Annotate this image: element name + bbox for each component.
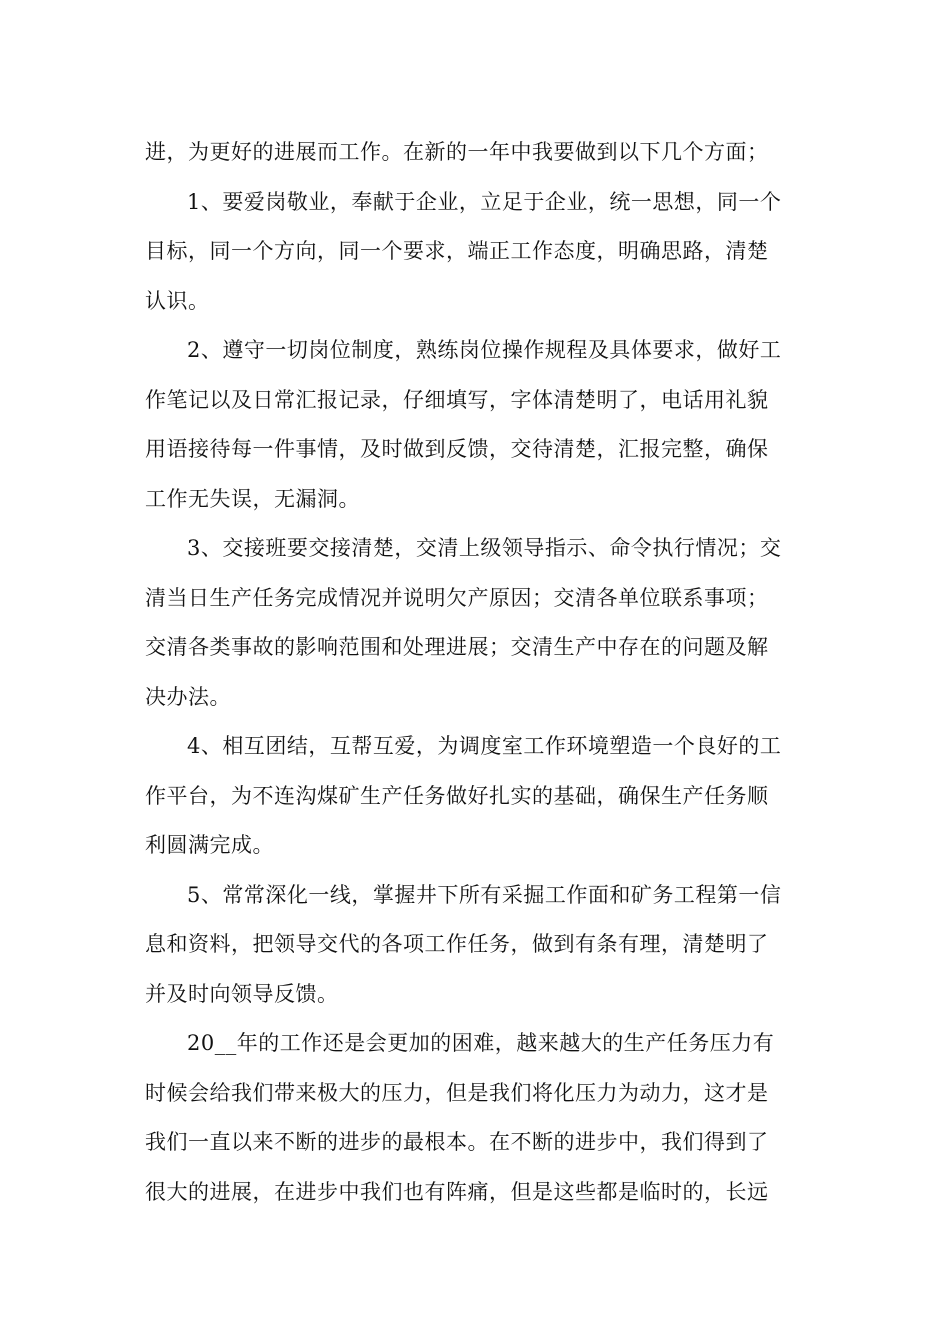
text-line: 并及时向领导反馈。 <box>145 981 339 1006</box>
text-line: 交清各类事故的影响范围和处理进展；交清生产中存在的问题及解 <box>145 635 769 659</box>
text-line: 1、要爱岗敬业，奉献于企业，立足于企业，统一思想，同一个 <box>187 189 782 214</box>
text-line: 4、相互团结，互帮互爱，为调度室工作环境塑造一个良好的工 <box>187 734 782 758</box>
text-line: 作笔记以及日常汇报记录，仔细填写，字体清楚明了，电话用礼貌 <box>145 387 769 412</box>
text-line: 2、遵守一切岗位制度，熟练岗位操作规程及具体要求，做好工 <box>187 338 782 362</box>
document-body <box>145 128 810 1217</box>
text-line: 20__年的工作还是会更加的困难，越来越大的生产任务压力有 <box>187 1031 775 1055</box>
text-line: 清当日生产任务完成情况并说明欠产原因；交清各单位联系事项； <box>145 585 769 610</box>
text-line: 利圆满完成。 <box>145 833 274 857</box>
text-line: 认识。 <box>145 288 210 313</box>
text-line: 决办法。 <box>145 684 231 709</box>
text-line: 息和资料，把领导交代的各项工作任务，做到有条有理，清楚明了 <box>145 932 769 956</box>
text-line: 目标，同一个方向，同一个要求，端正工作态度，明确思路，清楚 <box>145 239 769 263</box>
text-line: 用语接待每一件事情，及时做到反馈，交待清楚，汇报完整，确保 <box>145 437 769 461</box>
text-line: 作平台，为不连沟煤矿生产任务做好扎实的基础，确保生产任务顺 <box>145 783 769 808</box>
text-line: 3、交接班要交接清楚，交清上级领导指示、命令执行情况；交 <box>187 536 782 560</box>
text-line: 时候会给我们带来极大的压力，但是我们将化压力为动力，这才是 <box>145 1080 769 1105</box>
text-line: 进，为更好的进展而工作。在新的一年中我要做到以下几个方面； <box>145 140 769 164</box>
text-line: 很大的进展，在进步中我们也有阵痛，但是这些都是临时的，长远 <box>145 1179 769 1204</box>
text-line: 5、常常深化一线，掌握井下所有采掘工作面和矿务工程第一信 <box>187 882 782 907</box>
text-line: 工作无失误，无漏洞。 <box>145 486 360 511</box>
text-line: 我们一直以来不断的进步的最根本。在不断的进步中，我们得到了 <box>145 1130 769 1154</box>
